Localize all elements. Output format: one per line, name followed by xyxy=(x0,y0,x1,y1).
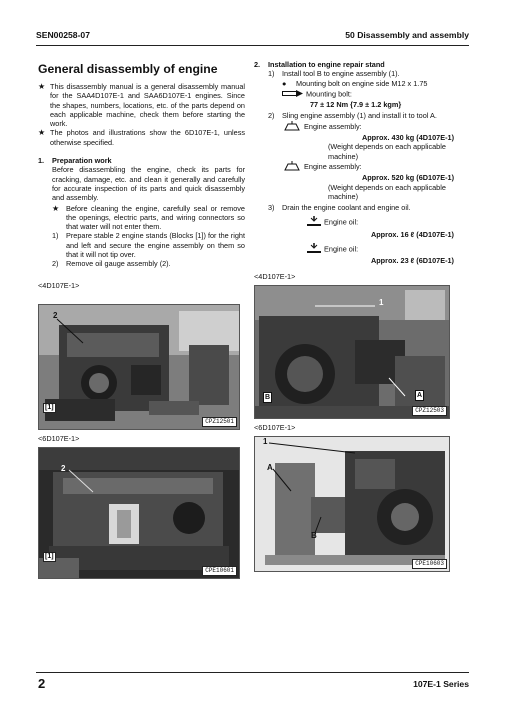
step-1-body: Before disassembling the engine, check its parts for cracking, damage, etc. and clean it generally and carefully for accurate inspection of its parts and quick disassembly and assembly. ★ Before cleaning the engine, carefully seal or remove the openings, electric parts, and wiring connectors so that water will not enter them. 1) Prepare stable 2 engine stands (Blocks [1]) for the right and left and secure the engine assembly on them so that it will not tip over. 2) Remove oil gauge assembly (2). xyxy=(52,165,245,269)
photo-3-label-1: 1 xyxy=(379,297,384,307)
bullet-icon: ● xyxy=(282,78,287,88)
page-number: 2 xyxy=(38,676,46,691)
photo-4-code: CPE10603 xyxy=(412,559,447,569)
repair-stand-photo-4d xyxy=(254,285,450,419)
caption-4d: <4D107E-1> xyxy=(38,280,80,290)
weight-hook-icon xyxy=(282,121,302,133)
bolt-spec: Mounting bolt: xyxy=(268,89,454,100)
doc-id: SEN00258-07 xyxy=(36,30,90,40)
step-2-heading: 2. Installation to engine repair stand xyxy=(254,60,385,69)
repair-stand-photo-6d-image xyxy=(255,437,449,571)
step-1-heading: 1. Preparation work xyxy=(38,156,112,166)
oil-drain-icon xyxy=(306,216,322,229)
step-2-sub-1: 1) Install tool B to engine assembly (1). xyxy=(268,69,400,79)
torque-wrench-icon xyxy=(282,89,304,100)
caption-6d-right: <6D107E-1> xyxy=(254,422,296,432)
caption-4d-right: <4D107E-1> xyxy=(254,271,296,281)
engine-photo-4d-image xyxy=(39,305,239,429)
step-1-sub-1: 1) Prepare stable 2 engine stands (Blocks [1]) for the right and left and secure the engine assembly on them so that it will not tip over. xyxy=(52,231,245,260)
note-2: ★ The photos and illustrations show the 6D107E-1, unless otherwise specified. xyxy=(38,128,245,147)
oil-spec-6d: Engine oil: xyxy=(268,243,454,256)
weight-value-6d: Approx. 520 kg (6D107E-1) xyxy=(361,173,454,183)
weight-note-6d: (Weight depends on each applicable machine) xyxy=(328,182,446,201)
section-title: 50 Disassembly and assembly xyxy=(345,30,469,40)
photo-4-label-1: 1 xyxy=(263,437,268,447)
engine-photo-4d xyxy=(38,304,240,430)
page-title: General disassembly of engine xyxy=(38,62,218,76)
weight-hook-icon xyxy=(282,161,302,173)
step-2-sub-1-bullet: ● Mounting bolt on engine side M12 x 1.75 xyxy=(282,78,428,88)
photo-3-label-b: B xyxy=(265,393,271,401)
photo-1-label-2: 2 xyxy=(53,310,58,320)
photo-3-code: CPZ12503 xyxy=(412,406,447,416)
step-2-sub-3: 3) Drain the engine coolant and engine oil. xyxy=(268,203,411,213)
step-1-sub-2: 2) Remove oil gauge assembly (2). xyxy=(52,259,171,269)
star-note-icon: ★ xyxy=(38,82,46,91)
caption-6d: <6D107E-1> xyxy=(38,433,80,443)
photo-1-code: CPZ12501 xyxy=(202,417,237,427)
engine-photo-6d-image xyxy=(39,448,239,578)
photo-1-label-1: [1] xyxy=(45,403,54,411)
step-2-body xyxy=(254,69,454,265)
bolt-torque-value: 77 ± 12 Nm {7.9 ± 1.2 kgm} xyxy=(310,100,402,110)
oil-spec-4d: Engine oil: xyxy=(268,216,454,229)
photo-4-label-a: A xyxy=(267,463,273,473)
oil-drain-icon xyxy=(306,243,322,256)
step-2-sub-2: 2) Sling engine assembly (1) and install it to tool A. xyxy=(268,111,437,121)
photo-4-label-b: B xyxy=(311,531,317,541)
photo-2-label-1: [1] xyxy=(45,553,54,561)
right-column xyxy=(254,60,454,572)
weight-note-4d: (Weight depends on each applicable machine) xyxy=(328,142,446,161)
star-note-icon: ★ xyxy=(52,203,60,213)
series-name: 107E-1 Series xyxy=(413,679,469,689)
repair-stand-photo-6d xyxy=(254,436,450,572)
footer-rule xyxy=(36,672,469,673)
photo-2-label-2: 2 xyxy=(61,464,66,474)
header-rule xyxy=(36,45,469,46)
page-header xyxy=(36,30,469,44)
photo-3-label-a: A xyxy=(417,391,423,399)
photo-2-code: CPE10601 xyxy=(202,566,237,576)
left-column xyxy=(38,60,245,579)
oil-value-6d: Approx. 23 ℓ (6D107E-1) xyxy=(370,256,454,266)
step-1-note: ★ Before cleaning the engine, carefully seal or remove the openings, electric parts, and wiring connectors so that water will not enter them. xyxy=(52,203,245,232)
page-footer xyxy=(36,676,469,692)
weight-value-4d: Approx. 430 kg (4D107E-1) xyxy=(361,133,454,143)
star-note-icon: ★ xyxy=(38,128,46,138)
weight-spec-4d: Engine assembly: xyxy=(268,121,454,133)
engine-photo-6d xyxy=(38,447,240,579)
note-1: ★ This disassembly manual is a general disassembly manual for the SAA4D107E-1 and SAA6D107E-1 engines. Since the shapes, numbers, locations, etc. of the parts depend on each applicable machine, check them before starting the work. xyxy=(38,82,245,129)
oil-value-4d: Approx. 16 ℓ (4D107E-1) xyxy=(370,229,454,239)
weight-spec-6d: Engine assembly: xyxy=(268,161,454,173)
